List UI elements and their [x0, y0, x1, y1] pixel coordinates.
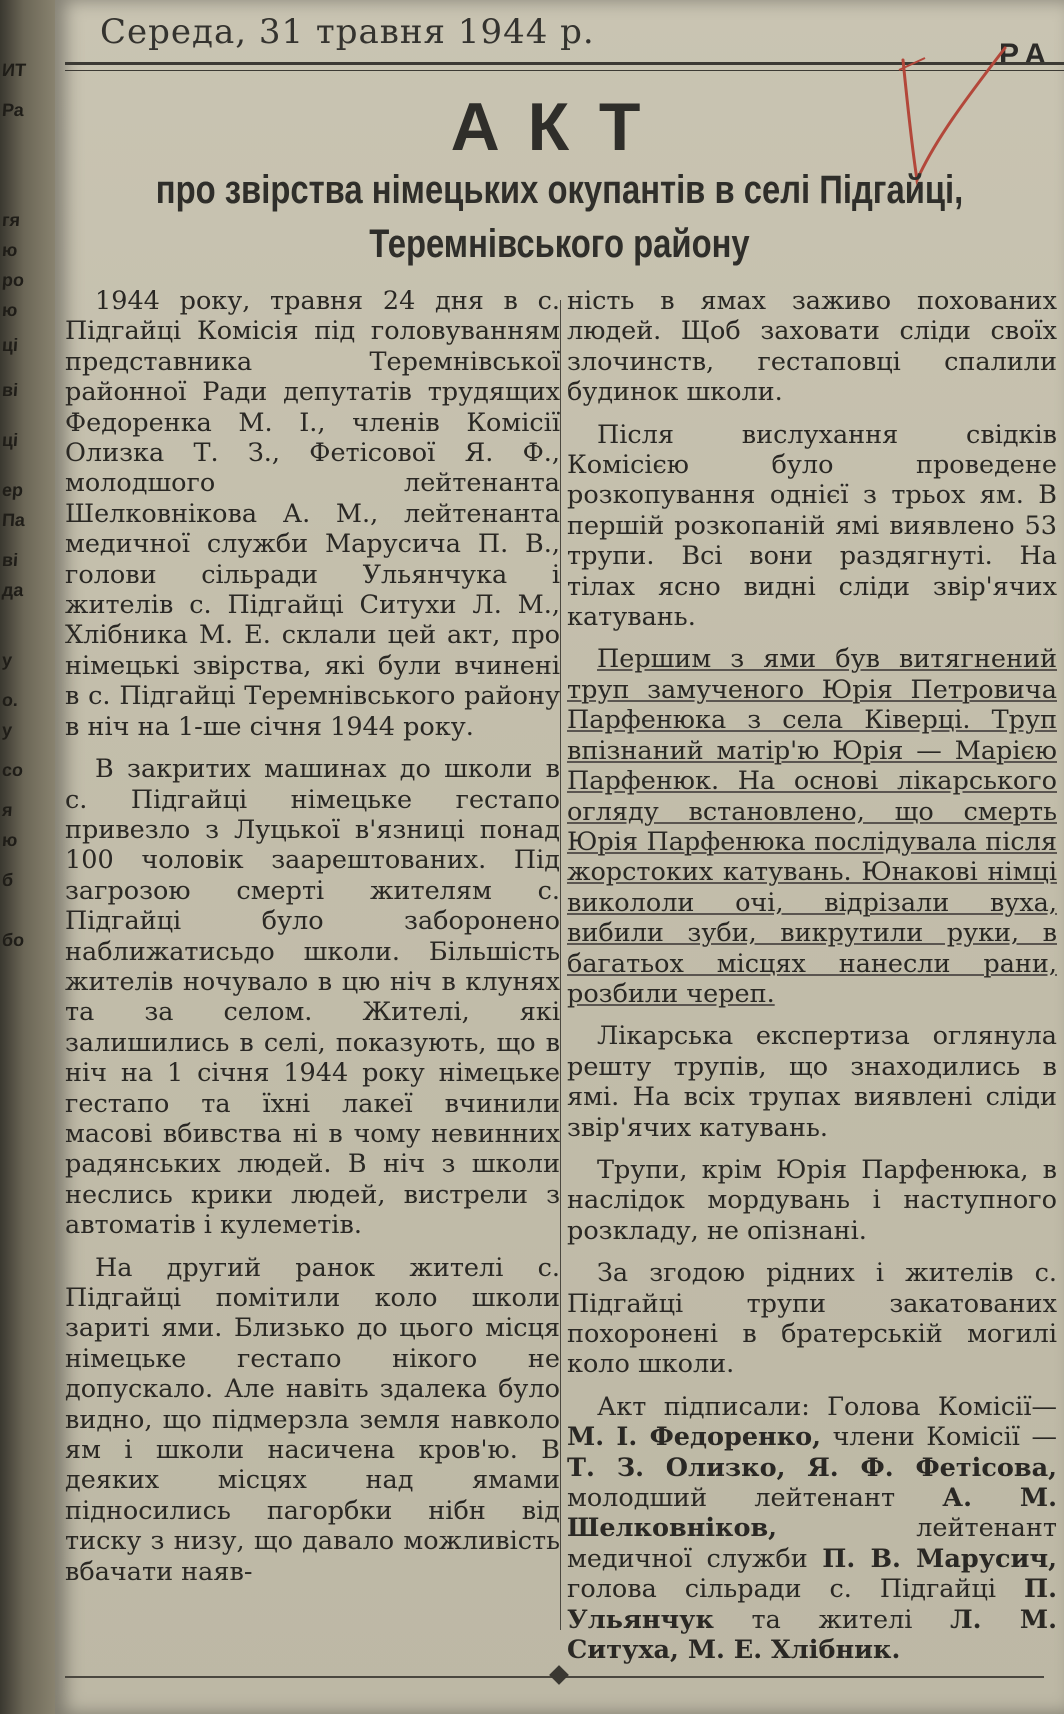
- adjacent-page-text-fragment: Ра: [1, 100, 25, 120]
- adjacent-page-text-fragment: ві: [1, 380, 19, 400]
- adjacent-page-binding: [0, 0, 60, 1714]
- article-paragraph: За згодою рідних і жителів с. Підгайці трупи закатованих похоронені в братерській могилі коло школи.: [567, 1258, 1057, 1380]
- signatures-head-label: голова сільради с. Підгайці: [567, 1574, 997, 1605]
- signature-residents: Л. М. Ситуха, М. Е. Хлібник.: [567, 1604, 1057, 1666]
- signatures-lt-label: молодший лейтенант: [567, 1483, 896, 1514]
- article-paragraph: Трупи, крім Юрія Парфенюка, в наслідок мордувань і наступного розкладу, не опізнані.: [567, 1154, 1057, 1246]
- article-paragraph: Лікарська експертиза оглянула решту трупів, що знаходились в ямі. На всіх трупах виявлені сліди звір'ячих катувань.: [567, 1021, 1057, 1143]
- article-subtitle-line-1: про звірства німецьких окупантів в селі Підгайці,: [155, 168, 964, 212]
- article-paragraph: ність в ямах заживо похованих людей. Щоб заховати сліди своїх злочинств, гестаповці спалили будинок школи.: [567, 286, 1057, 408]
- adjacent-page-text-fragment: я: [1, 800, 14, 820]
- adjacent-page-text-fragment: да: [1, 580, 25, 600]
- article-column-left: [65, 286, 560, 1599]
- newspaper-page: [55, 0, 1064, 1714]
- signatures-intro: Акт підписали: Голова Комісії—: [597, 1391, 1057, 1422]
- adjacent-page-text-fragment: со: [1, 760, 24, 780]
- signatures-members-label: члени Комісії —: [832, 1422, 1058, 1453]
- adjacent-page-title-fragment: РА: [998, 38, 1054, 71]
- adjacent-page-text-fragment: ві: [1, 550, 19, 570]
- signature-lieutenant: А. М. Шелковніков,: [567, 1483, 1057, 1544]
- adjacent-page-text-fragment: ю: [1, 300, 19, 320]
- signatures-residents-label: та жителі: [751, 1604, 913, 1635]
- adjacent-page-text-fragment: ці: [1, 430, 19, 450]
- article-subtitle-line-2: Теремнівського району: [369, 222, 750, 266]
- adjacent-page-text-fragment: ю: [1, 240, 19, 260]
- article-title: АКТ: [450, 89, 669, 165]
- adjacent-page-text-fragment: у: [1, 650, 13, 670]
- adjacent-page-text-fragment: ер: [1, 480, 24, 500]
- signature-village-head: П. Ульянчук: [567, 1574, 1057, 1635]
- column-divider: [560, 300, 561, 1630]
- adjacent-page-text-fragment: гя: [1, 210, 21, 230]
- adjacent-page-text-fragment: ці: [1, 335, 19, 355]
- adjacent-page-text-fragment: бо: [1, 930, 25, 950]
- adjacent-page-text-fragment: б: [1, 870, 14, 890]
- article-paragraph: Першим з ями був витягнений труп замученого Юрія Петровича Парфенюка з села Ківерці. Труп впізнаний матір'ю Юрія — Марією Парфенюк. На основі лікарського огляду встановлено, що смерть Юрія Парфенюка послідувала після жорстоких катувань. Юнакові німці викололи очі, відрізали вуха, вибили зуби, викрутили руки, в багатьох місцях нанесли рани, розбили череп.: [567, 644, 1057, 1009]
- adjacent-page-text-fragment: у: [1, 720, 13, 740]
- adjacent-page-text-fragment: Па: [1, 510, 26, 530]
- article-paragraph: В закритих машинах до школи в с. Підгайці німецьке гестапо привезло з Луцької в'язниці понад 100 чоловік заарештованих. Під загрозою смерті жителям с. Підгайці було заборонено наближатисьдо школи. Більшість жителів ночувало в цю ніч в клунях та за селом. Жителі, які залишились в селі, показують, що в ніч на 1 січня 1944 року німецьке гестапо та їхні лакеї вчинили масові вбивства ні в чому невинних радянських людей. В ніч з школи неслись крики людей, вистрели з автоматів і кулеметів.: [65, 754, 560, 1241]
- signature-chair: М. І. Федоренко,: [567, 1422, 822, 1453]
- article-column-right: [567, 286, 1057, 1677]
- adjacent-page-text-fragment: о.: [1, 690, 19, 710]
- signatures-paragraph: [567, 1392, 1057, 1666]
- footer-ornament: [549, 1665, 569, 1685]
- adjacent-page-text-fragment: ИТ: [1, 60, 27, 80]
- signature-medic: П. В. Марусич,: [822, 1543, 1057, 1574]
- article-paragraph: На другий ранок жителі с. Підгайці помітили коло школи зариті ями. Близько до цього місця німецьке гестапо нікого не допускало. Але навіть здалека було видно, що підмерзла земля навколо ям і школи насичена кров'ю. В деяких місцях над ямами підносились пагорбки нібн від тиску з низу, що давало можливість вбачати наяв-: [65, 1252, 560, 1587]
- article-paragraph: Після вислухання свідків Комісією було проведене розкопування однієї з трьох ям. В першій розкопаній ямі виявлено 53 трупи. Всі вони раздягнуті. На тілах ясно видні сліди звір'ячих катувань.: [567, 419, 1057, 633]
- adjacent-page-text-fragment: ю: [1, 830, 19, 850]
- signature-members: Т. З. Олизко, Я. Ф. Фетісова,: [567, 1452, 1057, 1483]
- adjacent-page-text-fragment: ро: [1, 270, 25, 290]
- article-paragraph: 1944 року, травня 24 дня в с. Підгайці Комісія під головуванням представника Теремнівської районної Ради депутатів трудящих Федоренка М. І., членів Комісії Олизка Т. З., Фетісової Я. Ф., молодшого лейтенанта Шелковнікова А. М., лейтенанта медичної служби Марусича П. В., голови сільради Ульянчука і жителів с. Підгайці Ситухи Л. М., Хлібника М. Е. склали цей акт, про німецькі звірства, які були вчинені в с. Підгайці Теремнівського району в ніч на 1-ше січня 1944 року.: [65, 286, 560, 742]
- signatures-med-label: лейтенант медичної служби: [567, 1513, 1057, 1574]
- issue-date: Середа, 31 травня 1944 р.: [100, 12, 595, 52]
